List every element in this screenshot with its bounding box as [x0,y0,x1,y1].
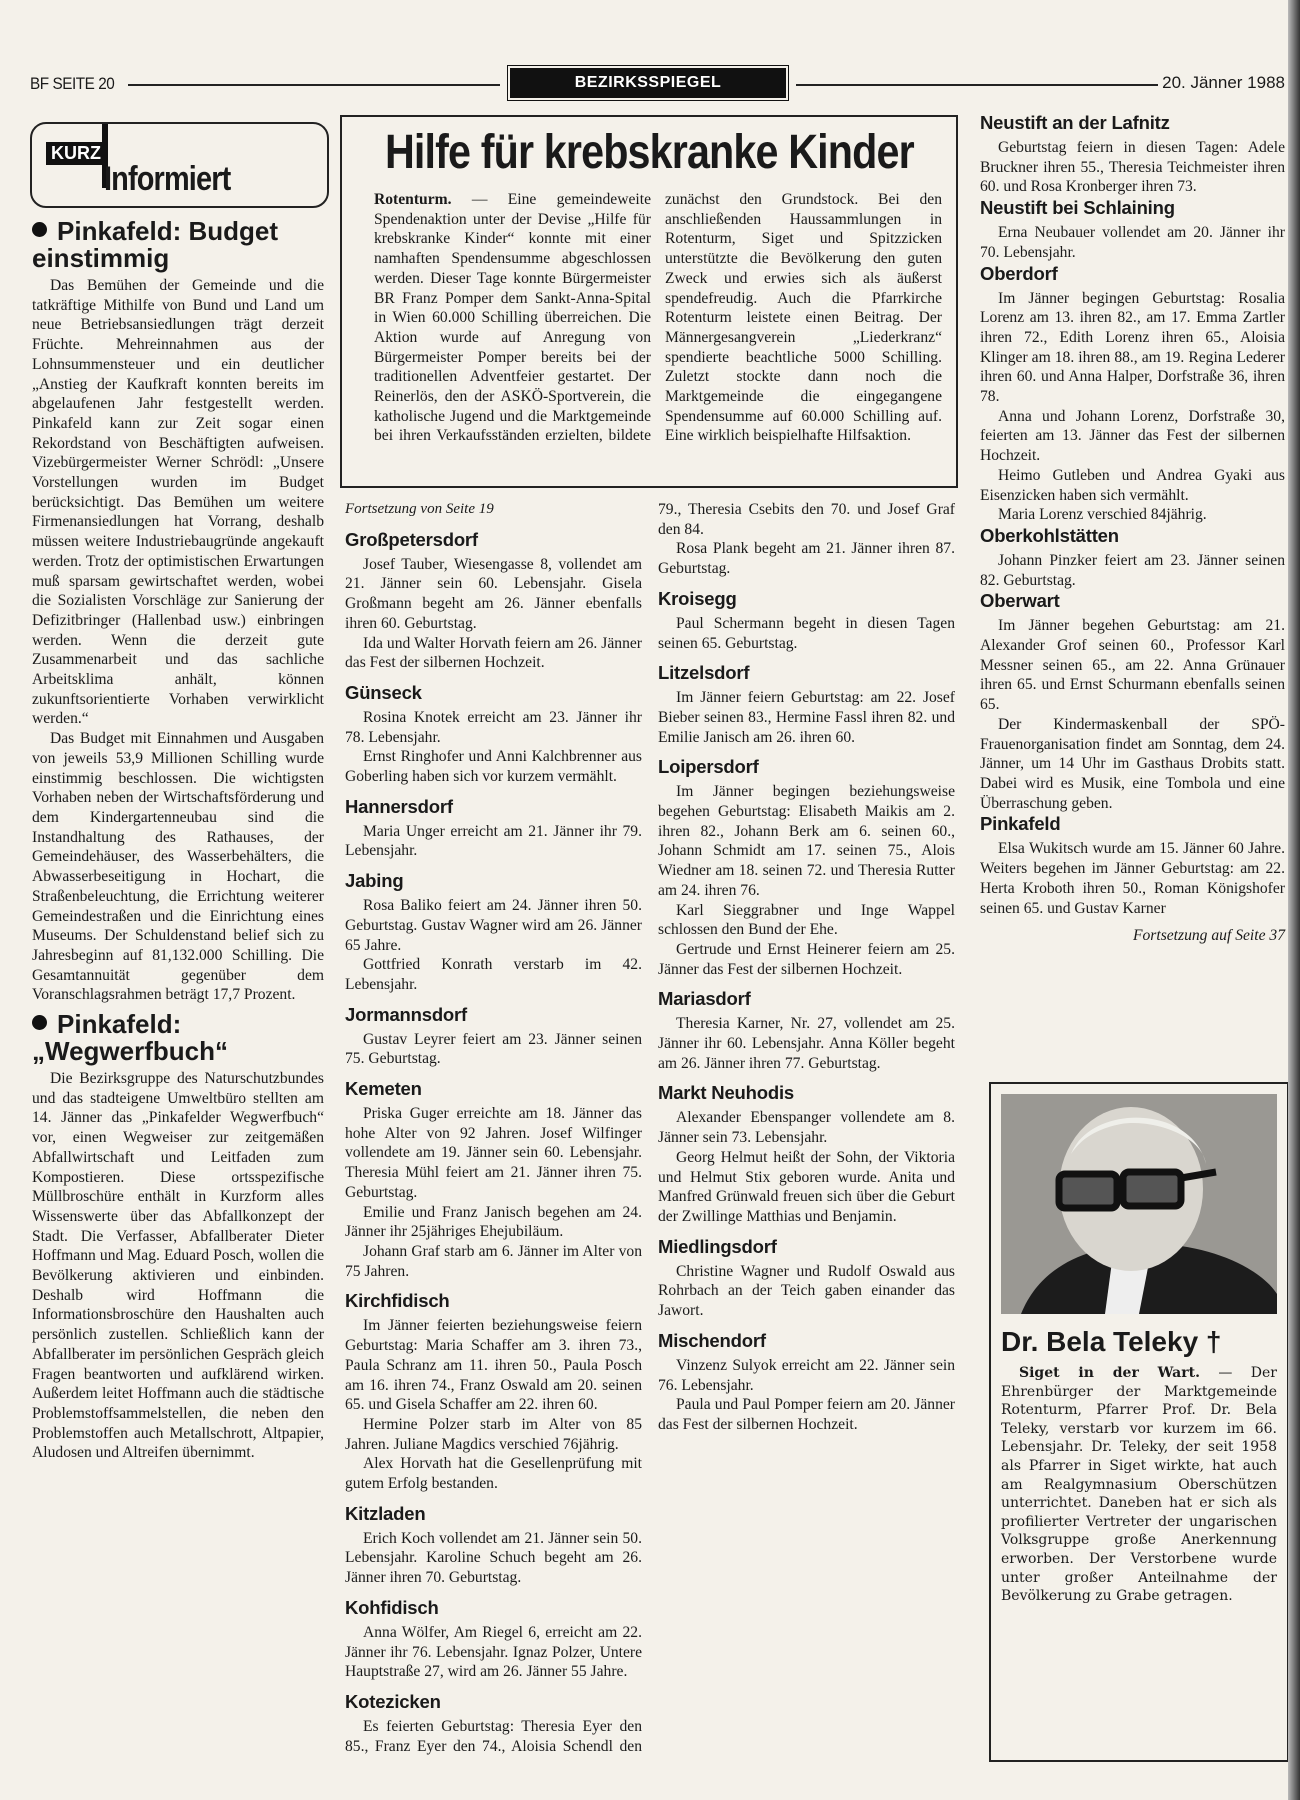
feature-text: — Eine gemeindeweite Spendenaktion unter der Devise „Hilfe für krebskranke Kinder“ konnte mit einer namhaften Spendensumme abgeschlossen werden. Dieser Tage konnte Bürgermeister BR Franz Pomper dem Sankt-Anna-Spital in Wien 60.000 Schilling überreichen. Die Aktion wurde auf Anregung von Bürgermeister Pomper bereits bei der traditionellen Adventfeier gestartet. Der Reinerlös, den der ASKÖ-Sportverein, die katholische Jugend und die Marktgemeinde bei ihren Verkaufsständen erzielten, bildete zunächst den Grundstock. Bei den anschließenden Haussammlungen in Rotenturm, Siget und Spitzzicken unterstützte die Bevölkerung den guten Zweck und erwies sich als äußerst spendefreudig. Auch die Pfarrkirche Rotenturm leistete einen Beitrag. Der Männergesangverein „Liederkranz“ spendierte beachtliche 5000 Schilling. Zuletzt stockte dann noch die Marktgemeinde die eingegangene Spendensumme auf 60.000 Schilling auf. Eine wirklich beispielhafte Hilfsaktion. [374,191,942,445]
paragraph: Im Jänner begingen Geburtstag: Rosalia Lorenz am 13. ihren 82., am 17. Emma Zartler ihren 72., Edith Lorenz ihren 65., Aloisia Klinger am 18. ihren 88., am 19. Regina Lederer ihren 60. und Anna Halper, Dorfstraße 36, ihren 78. [980,289,1285,406]
town-heading: Kohfidisch [345,1596,439,1618]
paragraph: Hermine Polzer starb im Alter von 85 Jahren. Juliane Magdics verschied 76jährig. [345,1415,642,1453]
paragraph: Anna Wölfer, Am Riegel 6, erreicht am 22. Jänner ihr 76. Lebensjahr. Ignaz Polzer, Untere Hauptstraße 27, wird am 26. Jänner 55 Jahre. [345,1623,642,1681]
town-heading: Großpetersdorf [345,528,478,550]
paragraph: Johann Pinzker feiert am 23. Jänner seinen 82. Geburtstag. [980,551,1285,589]
article-heading-text: Pinkafeld: Budget einstimmig [32,216,279,273]
paragraph: Priska Guger erreichte am 18. Jänner das hohe Alter von 92 Jahren. Josef Wilfinger vollendete am 19. Jänner sein 60. Lebensjahr. Theresia Mühl feiert am 21. Jänner ihren 75. Geburtstag. [345,1105,642,1201]
town-heading: Kemeten [345,1078,422,1100]
article-heading [32,1011,324,1065]
news-section [658,988,955,1073]
town-heading: Kitzladen [345,1502,426,1524]
feature-body [374,190,942,446]
news-section [345,870,642,995]
paragraph: Vinzenz Sulyok erreicht am 22. Jänner sein 76. Lebensjahr. [658,1356,955,1394]
paragraph: Das Budget mit Einnahmen und Ausgaben von jeweils 53,9 Millionen Schilling wurde einstimmig beschlossen. Die wichtigsten Vorhaben neben der Wirtschaftsförderung und dem Kindergartenneubau sind die Instandhaltung des Rathauses, der Gemeindehäuser, des Wasserbehälters, die Abwasserbeseitigung in Hochart, die Straßenbeleuchtung, die Errichtung weiterer Gemeindestraßen und die Einrichtung eines Museums. Der Schuldenstand belief sich zu Jahresbeginn auf 81,132.000 Schilling. Die Gesamtannuität gegenüber dem Voranschlagsrahmen beträgt 17,7 Prozent. [32,730,324,1004]
news-section [980,590,1285,813]
paragraph: Der Kindermaskenball der SPÖ-Frauenorganisation findet am Sonntag, dem 24. Jänner, um 14 Uhr im Gasthaus Drobits statt. Dabei wird es Musik, eine Tombola und eine Überraschung geben. [980,715,1285,812]
paragraph: Erich Koch vollendet am 21. Jänner sein 50. Lebensjahr. Karoline Schuch begeht am 26. Jänner ihren 70. Geburtstag. [345,1529,642,1587]
town-heading: Hannersdorf [345,795,453,817]
left-column [32,212,324,1463]
news-section [980,112,1285,197]
rule [128,84,500,86]
section-title: BEZIRKSSPIEGEL [510,68,786,98]
paragraph: Rosa Plank begeht am 21. Jänner ihren 87. Geburtstag. [658,540,955,578]
local-news-columns [345,500,955,1770]
town-heading: Pinkafeld [980,813,1061,835]
town-heading: Jormannsdorf [345,1003,467,1025]
portrait-photo [1001,1094,1277,1314]
paragraph: Alex Horvath hat die Gesellenprüfung mit gutem Erfolg bestanden. [345,1455,642,1493]
news-section [345,1290,642,1493]
feature-headline: Hilfe für krebskranke Kinder [384,126,914,179]
paragraph: Anna und Johann Lorenz, Dorfstraße 30, feierten am 13. Jänner das Fest der silbernen Hochzeit. [980,407,1285,465]
continued-from: Fortsetzung von Seite 19 [345,501,494,517]
paragraph: Im Jänner feiern Geburtstag: am 22. Josef Bieber seinen 83., Hermine Fassl ihren 82. und Emilie Janisch am 26. ihren 60. [658,689,955,746]
town-heading: Miedlingsdorf [658,1235,777,1257]
news-section [345,529,642,673]
paragraph: Paul Schermann begeht in diesen Tagen seinen 65. Geburtstag. [658,614,955,652]
town-heading: Oberwart [980,590,1060,612]
paragraph: Gottfried Konrath verstarb im 42. Lebensjahr. [345,956,642,993]
town-heading: Kroisegg [658,587,737,609]
news-section [658,1236,955,1321]
news-section [980,197,1285,262]
paragraph: Rosa Baliko feiert am 24. Jänner ihren 50. Geburtstag. Gustav Wagner wird am 26. Jänner 65 Jahre. [345,897,642,954]
obituary-text: — Der Ehrenbürger der Marktgemeinde Rotenturm, Pfarrer Prof. Dr. Bela Teleky, verstarb vor kurzem im 66. Lebensjahr. Dr. Teleky, der seit 1958 als Pfarrer in Siget wirkte, hat auch am Realgymnasium Oberschützen unterrichtet. Daneben hat er sich als profilierter Vertreter der ungarischen Volksgruppe große Anerkennung erworben. Der Verstorbene wurde unter großer Anteilnahme der Bevölkerung zu Grabe getragen. [1001,1365,1277,1605]
paragraph: Elsa Wukitsch wurde am 15. Jänner 60 Jahre. Weiters begehen im Jänner Geburtstag: am 22. Herta Kroboth ihren 50., Roman Königshofer seinen 65. und Gustav Karner [980,840,1285,917]
paragraph: Erna Neubauer vollendet am 20. Jänner ihr 70. Lebensjahr. [980,224,1285,261]
paragraph: Karl Sieggrabner und Inge Wappel schlossen den Bund der Ehe. [658,901,955,939]
continued-on: Fortsetzung auf Seite 37 [1132,927,1285,945]
town-heading: Kirchfidisch [345,1290,450,1312]
paragraph: Johann Graf starb am 6. Jänner im Alter von 75 Jahren. [345,1242,642,1280]
paragraph: Es feierten Geburtstag: Theresia Eyer den 85., Franz Eyer den 74., Aloisia Schendl den 79., Theresia Csebits den 70. und Josef Graf den 84. [345,501,955,1755]
news-section [345,682,642,787]
town-heading: Markt Neuhodis [658,1082,794,1104]
page-number: BF SEITE 20 [30,74,115,93]
kurz-informiert-logo [30,122,329,208]
news-section [345,1004,642,1069]
paragraph: Das Bemühen der Gemeinde und die tatkräftige Mithilfe von Bund und Land um neue Betriebsansiedlungen trägt derzeit Früchte. Mehreinnahmen aus der Lohnsummensteuer und ein deutlicher „Anstieg der Kaufkraft konnten bereits im abgelaufenen Jahr festgestellt werden. Pinkafeld kann zur Zeit sogar einen Rekordstand von Beschäftigten aufweisen. Vizebürgermeister Werner Schrödl: „Unsere Vorstellungen wurden im Budget berücksichtigt. Das Bemühen um weitere Firmenansiedlungen hat Vorrang, deshalb müssen weitere Industriebaugründe angekauft werden. Trotz der optimistischen Erwartungen muß sparsam gewirtschaftet werden, wobei die Sozialisten Vorschläge zur Sanierung der Defizitbringer (Hallenbad usw.) einbringen werden. Wenn die derzeit gute Zusammenarbeit und das sachliche Arbeitsklima anhält, können zukunftsorientierte Vorhaben verwirklicht werden.“ [32,277,324,728]
news-section [345,1503,642,1588]
news-section [980,813,1285,918]
town-heading: Mariasdorf [658,988,751,1010]
paragraph: Im Jänner begehen Geburtstag: am 21. Alexander Grof seinen 60., Professor Karl Messner seinen 65., am 22. Anna Grünauer ihren 65. und Ernst Schurmann ebenfalls seinen 65. [980,617,1285,714]
paragraph: Im Jänner begingen beziehungsweise begehen Geburtstag: Elisabeth Maikis am 2. ihren 82., Johann Berk am 6. seinen 60., Johann Schmidt am 17. seinen 75., Alois Wiedner am 18. seinen 72. und Theresia Rutter am 24. ihren 76. [658,783,955,899]
paragraph: Paula und Paul Pomper feiern am 20. Jänner das Fest der silbernen Hochzeit. [658,1396,955,1433]
paragraph: Georg Helmut heißt der Sohn, der Viktoria und Helmut Stix geboren wurde. Anita und Manfred Grünwald freuen sich über die Geburt der Zwillinge Matthias und Benjamin. [658,1148,955,1225]
bullet-icon [32,222,47,237]
news-section [980,525,1285,590]
article-heading-text: Pinkafeld: „Wegwerfbuch“ [32,1009,228,1067]
obituary [989,1082,1289,1762]
news-section [658,662,955,747]
town-heading: Neustift bei Schlaining [980,197,1175,219]
news-section [980,263,1285,525]
paragraph: Ida und Walter Horvath feiern am 26. Jänner das Fest der silbernen Hochzeit. [345,634,642,672]
town-heading: Günseck [345,681,422,703]
news-section [658,1330,955,1435]
town-heading: Oberkohlstätten [980,524,1119,546]
news-section [658,1082,955,1226]
news-section [345,796,642,861]
news-section [658,756,955,979]
paragraph: Josef Tauber, Wiesengasse 8, vollendet am 21. Jänner sein 60. Lebensjahr. Gisela Großmann begeht am 26. Jänner ebenfalls ihren 60. Geburtstag. [345,555,642,632]
town-heading: Neustift an der Lafnitz [980,112,1170,133]
paragraph: Maria Unger erreicht am 21. Jänner ihr 79. Lebensjahr. [345,822,642,860]
town-heading: Loipersdorf [658,756,759,778]
town-heading: Litzelsdorf [658,662,750,684]
informiert-label: Informiert [104,160,231,198]
dateline: Rotenturm. [374,191,452,208]
page-header [30,68,1285,98]
page-edge [1288,0,1300,1800]
news-section [345,1597,642,1682]
dateline: Siget in der Wart. [1019,1365,1200,1381]
town-heading: Oberdorf [980,262,1058,284]
issue-date: 20. Jänner 1988 [1162,73,1285,92]
town-heading: Jabing [345,870,404,892]
paragraph: Maria Lorenz verschied 84jährig. [998,506,1207,524]
paragraph: Christine Wagner und Rudolf Oswald aus Rohrbach an der Teich gaben einander das Jawort. [658,1262,955,1320]
paragraph: Ernst Ringhofer und Anni Kalchbrenner aus Goberling haben sich vor kurzem vermählt. [345,748,642,786]
paragraph: Heimo Gutleben und Andrea Gyaki aus Eisenzicken haben sich vermählt. [980,466,1285,504]
bullet-icon [32,1015,47,1030]
kurz-label: KURZ [46,142,106,165]
paragraph: Theresia Karner, Nr. 27, vollendet am 25. Jänner ihr 60. Lebensjahr. Anna Köller begeht am 26. Jänner ihren 77. Geburtstag. [658,1015,955,1072]
news-section [658,588,955,653]
paragraph: Emilie und Franz Janisch begehen am 24. Jänner ihr 25jähriges Ehejubiläum. [345,1203,642,1241]
paragraph: Rosina Knotek erreicht am 23. Jänner ihr 78. Lebensjahr. [345,708,642,746]
right-column [980,112,1285,946]
paragraph: Gustav Leyrer feiert am 23. Jänner seinen 75. Geburtstag. [345,1030,642,1068]
rule [796,84,1158,86]
paragraph: Geburtstag feiern in diesen Tagen: Adele Bruckner ihren 55., Theresia Teichmeister ihren 60. und Rosa Kronberger ihren 73. [980,139,1285,196]
paragraph: Alexander Ebenspanger vollendete am 8. Jänner sein 73. Lebensjahr. [658,1109,955,1147]
town-heading: Mischendorf [658,1329,766,1351]
news-section [345,1078,642,1281]
paragraph: Im Jänner feierten beziehungsweise feiern Geburtstag: Maria Schaffer am 3. ihren 73., Paula Schranz am 11. ihren 50., Paula Posch am 16. ihren 74., Franz Oswald am 20. seinen 65. und Gisela Schaffer am 22. ihren 60. [345,1317,642,1414]
article-heading [32,218,324,272]
town-heading: Kotezicken [345,1690,441,1712]
feature-article [340,115,958,488]
paragraph: Die Bezirksgruppe des Naturschutzbundes und das stadteigene Umweltbüro stellten am 14. Jänner das „Pinkafelder Wegwerfbuch“ vor, einen Wegweiser zur zeitgemäßen Abfallwirtschaft und Leitfaden zum Kompostieren. Diese ortsspezifische Müllbroschüre enthält in Kurzform alles Wissenswerte über das Abfallkonzept der Stadt. Die Verfasser, Abfallberater Dieter Hoffmann und Mag. Eduard Posch, wollen die Bevölkerung aktivieren und einbinden. Deshalb wird Hoffmann die Informationsbroschüre den Haushalten auch persönlich zustellen. Schließlich kann der Abfallberater im persönlichen Gespräch gleich Fragen beantworten und aufklärend wirken. Außerdem leitet Hoffmann auch die städtische Problemstoffsammelstellen, die neben den Problemstoffen auch Metallschrott, Altpapier, Aludosen und Altreifen übernimmt. [32,1070,324,1462]
paragraph: Gertrude und Ernst Heinerer feiern am 25. Jänner das Fest der silbernen Hochzeit. [658,940,955,978]
obituary-title: Dr. Bela Teleky † [1001,1326,1222,1357]
